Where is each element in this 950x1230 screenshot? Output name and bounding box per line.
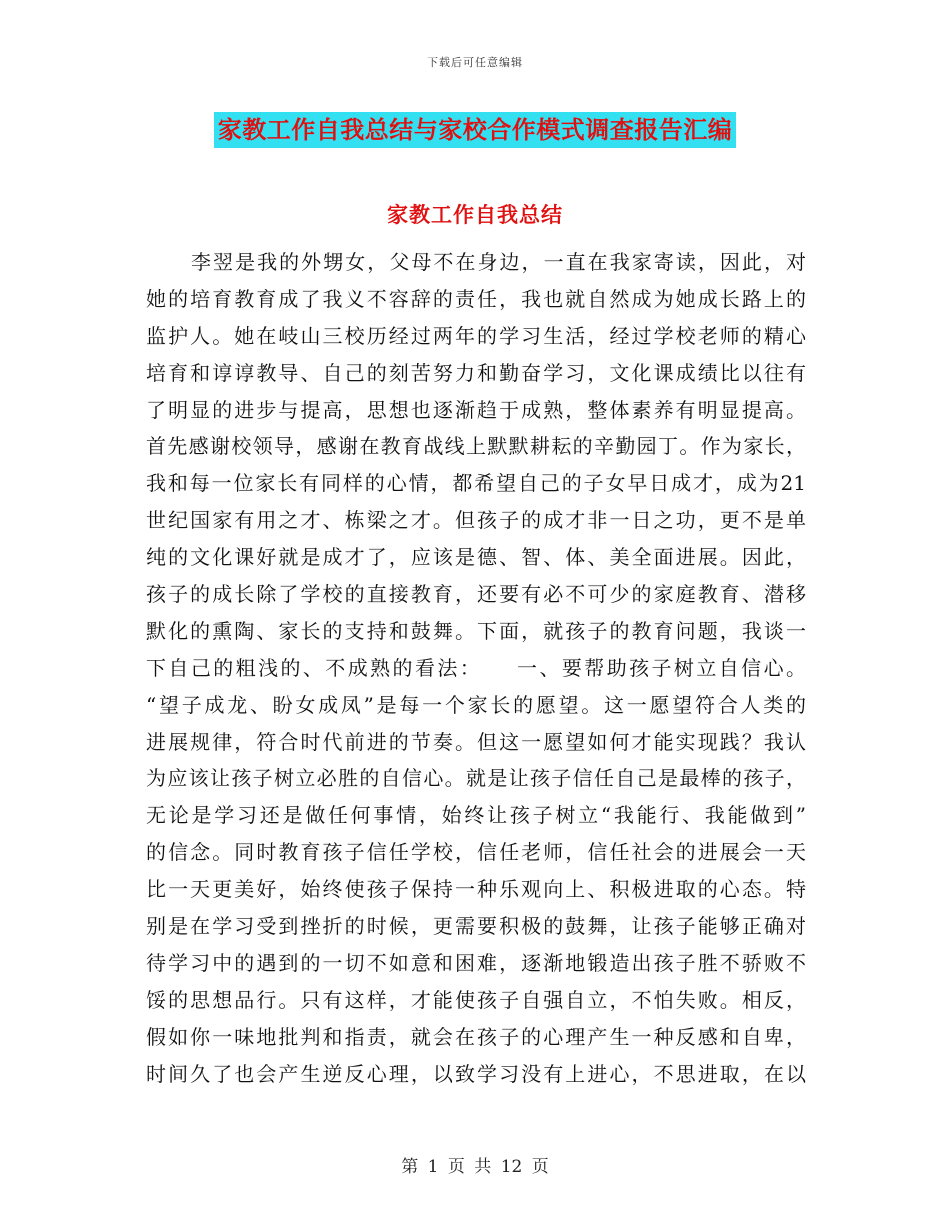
body-line: 为应该让孩子树立必胜的自信心。就是让孩子信任自己是最棒的孩子，	[146, 766, 806, 791]
body-line: 培育和谆谆教导、自己的刻苦努力和勤奋学习，文化课成绩比以往有	[146, 360, 806, 385]
body-line: 馁的思想品行。只有这样，才能使孩子自强自立，不怕失败。相反，	[146, 987, 806, 1012]
body-line: “望子成龙、盼女成凤”是每一个家长的愿望。这一愿望符合人类的	[146, 692, 806, 717]
body-line: 孩子的成长除了学校的直接教育，还要有必不可少的家庭教育、潜移	[146, 582, 806, 607]
body-line: 下自己的粗浅的、不成熟的看法： 一、要帮助孩子树立自信心。	[146, 655, 806, 680]
header-note: 下载后可任意编辑	[427, 56, 523, 69]
body-text	[146, 244, 806, 1092]
section-title: 家教工作自我总结	[387, 202, 563, 227]
document-title: 家教工作自我总结与家校合作模式调查报告汇编	[214, 112, 737, 148]
body-line: 无论是学习还是做任何事情，始终让孩子树立“我能行、我能做到”	[146, 803, 806, 828]
body-line: 监护人。她在岐山三校历经过两年的学习生活，经过学校老师的精心	[146, 323, 806, 348]
body-line: 的信念。同时教育孩子信任学校，信任老师，信任社会的进展会一天	[146, 840, 806, 865]
body-line: 纯的文化课好就是成才了，应该是德、智、体、美全面进展。因此，	[146, 545, 806, 570]
body-line: 时间久了也会产生逆反心理，以致学习没有上进心，不思进取，在以	[146, 1061, 806, 1086]
body-line: 别是在学习受到挫折的时候，更需要积极的鼓舞，让孩子能够正确对	[146, 914, 806, 939]
body-line: 默化的熏陶、家长的支持和鼓舞。下面，就孩子的教育问题，我谈一	[146, 618, 806, 643]
body-line: 世纪国家有用之才、栋梁之才。但孩子的成才非一日之功，更不是单	[146, 508, 806, 533]
body-line: 李翌是我的外甥女，父母不在身边，一直在我家寄读，因此，对	[191, 250, 806, 274]
body-line: 我和每一位家长有同样的心情，都希望自己的子女早日成才，成为21	[146, 471, 806, 496]
body-line: 首先感谢校领导，感谢在教育战线上默默耕耘的辛勤园丁。作为家长，	[146, 434, 806, 459]
body-line: 假如你一味地批判和指责，就会在孩子的心理产生一种反感和自卑，	[146, 1024, 806, 1049]
body-line: 她的培育教育成了我义不容辞的责任，我也就自然成为她成长路上的	[146, 286, 806, 311]
body-line: 比一天更美好，始终使孩子保持一种乐观向上、积极进取的心态。特	[146, 877, 806, 902]
page-number: 第 1 页 共 12 页	[401, 1157, 549, 1177]
body-line: 进展规律，符合时代前进的节奏。但这一愿望如何才能实现践？我认	[146, 729, 806, 754]
body-line: 了明显的进步与提高，思想也逐渐趋于成熟，整体素养有明显提高。	[146, 397, 806, 422]
body-line: 待学习中的遇到的一切不如意和困难，逐渐地锻造出孩子胜不骄败不	[146, 950, 806, 975]
document-title-wrap	[0, 112, 950, 148]
